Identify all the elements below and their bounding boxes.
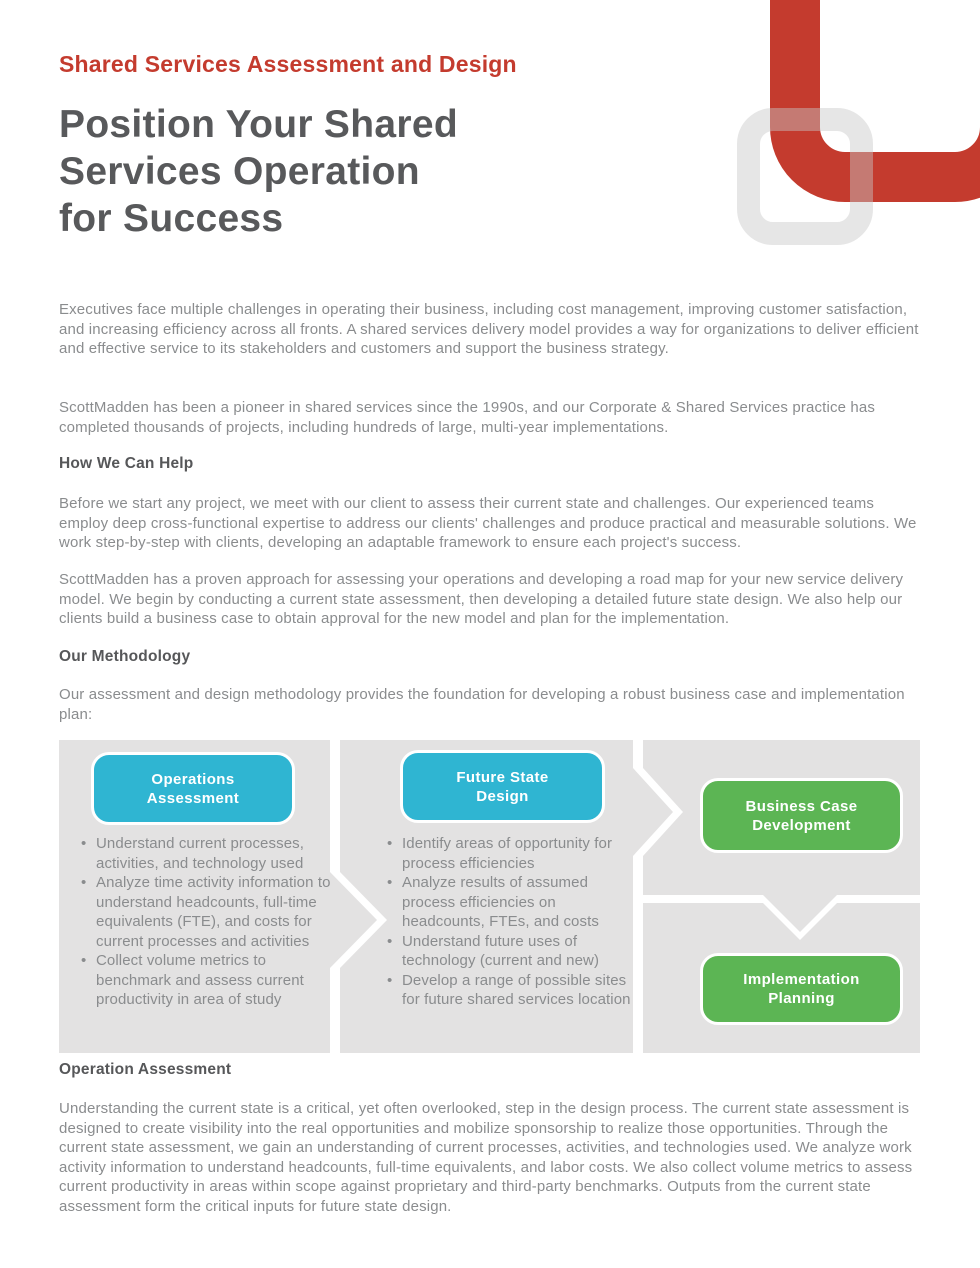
bullet-item: • Collect volume metrics to benchmark and assess current productivity in area of study (79, 951, 341, 1010)
intro-paragraph-2: ScottMadden has been a pioneer in shared services since the 1990s, and our Corporate & Shared Services practice has completed thousands of projects, including hundreds of large, multi-year implementations. (59, 399, 876, 436)
page-title-line-1: Position Your Shared (59, 103, 458, 146)
step-chip-implementation-planning (700, 953, 903, 1025)
section-heading-operation-assessment: Operation Assessment (59, 1061, 232, 1078)
bullet-item: • Analyze results of assumed process efficiencies on headcounts, FTEs, and costs (385, 873, 637, 932)
step-chip-label-line: Future State (456, 768, 549, 786)
intro-paragraph-1: Executives face multiple challenges in operating their business, including cost management, improving customer satisfaction, and increasing efficiency across all fronts. A shared services delivery model provides a way for organizations to deliver efficient and effective service to its stakeholders and customers and support the business strategy. (59, 301, 919, 358)
step-chip-label-line: Planning (768, 990, 835, 1007)
how-we-can-help-paragraph-2: ScottMadden has a proven approach for assessing your operations and developing a road map for your new service delivery model. We begin by conducting a current state assessment, then developing a detailed future state design. We also help our clients build a business case to obtain approval for the new model and plan for the implementation. (59, 571, 904, 628)
step-chip-operations-assessment (91, 752, 295, 825)
bullet-item: • Identify areas of opportunity for process efficiencies (385, 834, 637, 873)
how-we-can-help-paragraph-1: Before we start any project, we meet with our client to assess their current state and challenges. Our experienced teams employ deep cross-functional expertise to address our clients' challenges and produce practical and measurable solutions. We work step-by-step with clients, developing an adaptable framework to ensure each project's success. (59, 495, 917, 552)
methodology-intro-paragraph: Our assessment and design methodology provides the foundation for developing a robust business case and implementation plan: (59, 686, 905, 723)
bullet-item: • Develop a range of possible sites for future shared services location (385, 971, 637, 1010)
operation-assessment-paragraph: Understanding the current state is a critical, yet often overlooked, step in the design process. The current state assessment is designed to create visibility into the real opportunities and mobilize sponsorship to realize those opportunities. Through the current state assessment, we gain an understanding of current processes, activities, and technologies used. We analyze work activity information to understand headcounts, full-time equivalents, and labor costs. We also collect volume metrics to assess current productivity in areas within scope against proprietary and third-party benchmarks. Outputs from the current state assessment form the critical inputs for future state design. (59, 1100, 913, 1215)
step-chip-label-line: Implementation (743, 971, 860, 988)
step-chip-label-line: Development (752, 816, 851, 834)
step-chip-label-line: Assessment (146, 789, 240, 807)
methodology-diagram (59, 740, 921, 1053)
page-title (59, 101, 458, 242)
section-heading-our-methodology: Our Methodology (59, 648, 191, 665)
future-state-design-bullet-list (385, 834, 637, 1010)
page-title-line-2: Services Operation (59, 150, 420, 193)
step-chip-label-line: Operations (151, 770, 235, 788)
step-chip-future-state-design (400, 750, 605, 823)
step-chip-business-case-development (700, 778, 903, 853)
bullet-item: • Analyze time activity information to understand headcounts, full-time equivalents (FTE), and costs for current processes and activities (79, 873, 341, 951)
step-chip-label-line: Business Case (745, 797, 858, 815)
section-heading-how-we-can-help: How We Can Help (59, 455, 194, 472)
step-chip-label-line: Design (476, 787, 529, 805)
page-title-line-3: for Success (59, 197, 284, 240)
rounded-square-decoration-icon (737, 108, 873, 245)
bullet-item: • Understand current processes, activities, and technology used (79, 834, 341, 873)
operations-assessment-bullet-list (79, 834, 341, 1010)
bullet-item: • Understand future uses of technology (current and new) (385, 932, 637, 971)
document-eyebrow: Shared Services Assessment and Design (59, 51, 517, 77)
